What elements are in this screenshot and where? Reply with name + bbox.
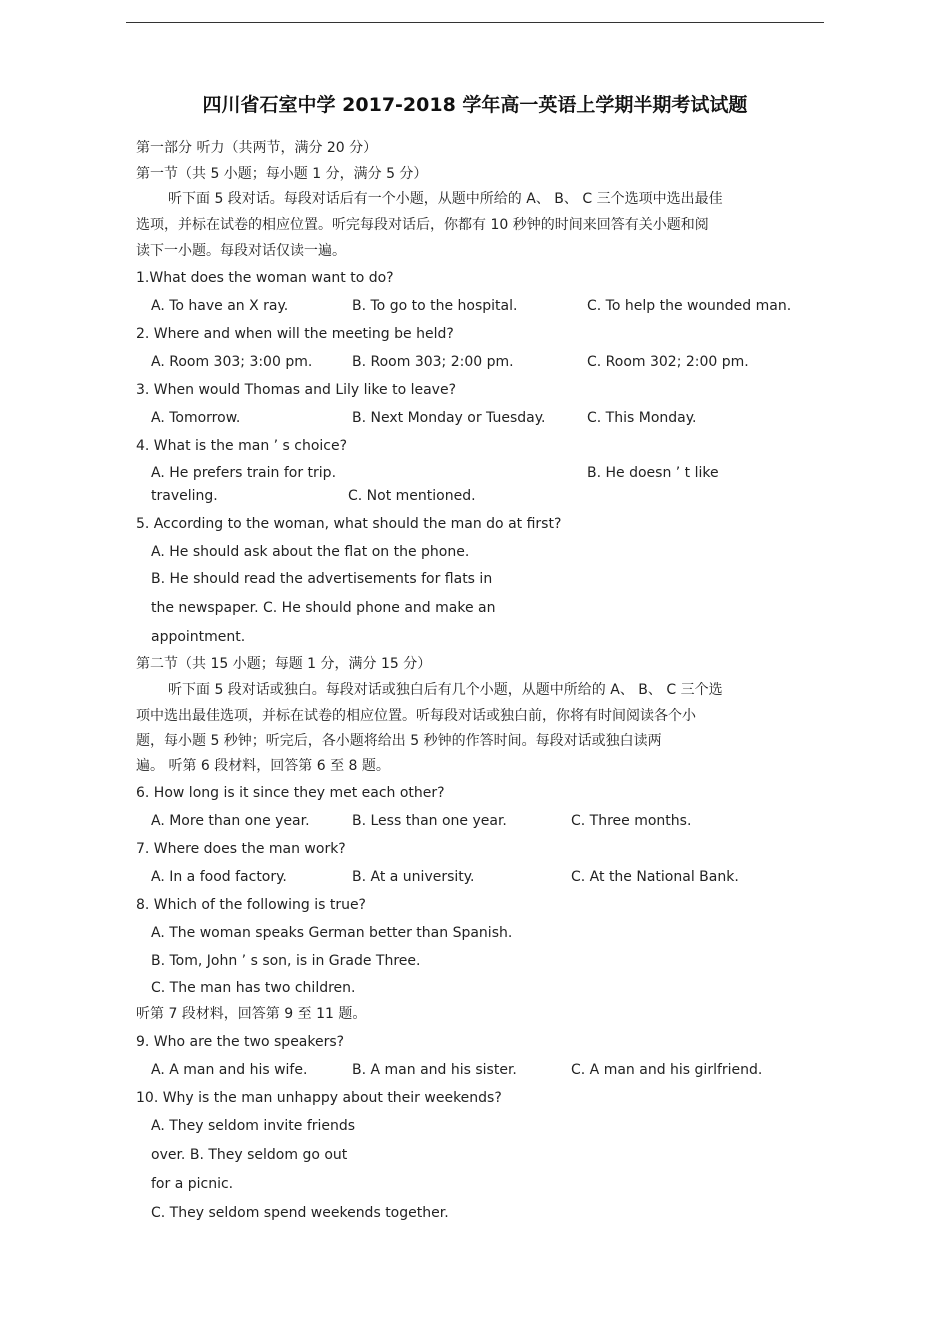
question-1: 1.What does the woman want to do?	[136, 270, 394, 286]
instruction-line: 题，每小题 5 秒钟；听完后，各小题将给出 5 秒钟的作答时间。每段对话或独白读两	[136, 733, 662, 749]
option-line: B. Tom, John ’ s son, is in Grade Three.	[151, 953, 421, 969]
question-10: 10. Why is the man unhappy about their weekends?	[136, 1090, 502, 1106]
page-title: 四川省石室中学 2017-2018 学年高一英语上学期半期考试试题	[202, 94, 748, 116]
option-line: the newspaper. C. He should phone and make an	[151, 600, 496, 616]
option-b: B. To go to the hospital.	[352, 298, 518, 314]
option-a: A. Tomorrow.	[151, 410, 241, 426]
option-b: B. At a university.	[352, 869, 475, 885]
question-6: 6. How long is it since they met each other?	[136, 785, 445, 801]
option-c: C. Room 302; 2:00 pm.	[587, 354, 749, 370]
option-c: C. Three months.	[571, 813, 692, 829]
option-line: C. They seldom spend weekends together.	[151, 1205, 449, 1221]
instruction-line: 项中选出最佳选项，并标在试卷的相应位置。听每段对话或独白前，你将有时间阅读各个小	[136, 708, 696, 724]
option-b: B. Next Monday or Tuesday.	[352, 410, 546, 426]
option-b: B. A man and his sister.	[352, 1062, 517, 1078]
option-line: A. They seldom invite friends	[151, 1118, 356, 1134]
instruction-line: 遍。 听第 6 段材料，回答第 6 至 8 题。	[136, 758, 390, 774]
option-c: C. Not mentioned.	[348, 488, 476, 504]
question-8: 8. Which of the following is true?	[136, 897, 366, 913]
option-c: C. To help the wounded man.	[587, 298, 792, 314]
part-heading: 第一部分 听力（共两节，满分 20 分）	[136, 140, 378, 156]
question-3: 3. When would Thomas and Lily like to leave?	[136, 382, 456, 398]
option-line: C. The man has two children.	[151, 980, 356, 996]
option-line: A. He should ask about the flat on the phone.	[151, 544, 470, 560]
option-line: over. B. They seldom go out	[151, 1147, 348, 1163]
instruction-line: 听下面 5 段对话或独白。每段对话或独白后有几个小题，从题中所给的 A、 B、 C 三个选	[168, 682, 723, 698]
option-line: appointment.	[151, 629, 246, 645]
option-a: A. A man and his wife.	[151, 1062, 308, 1078]
option-c: C. At the National Bank.	[571, 869, 739, 885]
option-line: A. The woman speaks German better than Spanish.	[151, 925, 513, 941]
option-b-continued: traveling.	[151, 488, 218, 504]
top-rule	[126, 22, 824, 23]
option-c: C. A man and his girlfriend.	[571, 1062, 763, 1078]
question-9: 9. Who are the two speakers?	[136, 1034, 345, 1050]
option-a: A. In a food factory.	[151, 869, 287, 885]
option-line: B. He should read the advertisements for flats in	[151, 571, 493, 587]
option-b: B. He doesn ’ t like	[587, 465, 719, 481]
option-a: A. More than one year.	[151, 813, 310, 829]
instruction-line: 听下面 5 段对话。每段对话后有一个小题，从题中所给的 A、 B、 C 三个选项中选出最佳	[168, 191, 723, 207]
question-5: 5. According to the woman, what should the man do at first?	[136, 516, 562, 532]
option-b: B. Less than one year.	[352, 813, 507, 829]
option-b: B. Room 303; 2:00 pm.	[352, 354, 514, 370]
question-2: 2. Where and when will the meeting be held?	[136, 326, 454, 342]
instruction-line: 选项，并标在试卷的相应位置。听完每段对话后，你都有 10 秒钟的时间来回答有关小题和阅	[136, 217, 709, 233]
section-heading: 第二节（共 15 小题；每题 1 分，满分 15 分）	[136, 656, 432, 672]
option-line: for a picnic.	[151, 1176, 234, 1192]
material-note: 听第 7 段材料，回答第 9 至 11 题。	[136, 1006, 367, 1022]
option-a: A. To have an X ray.	[151, 298, 289, 314]
option-c: C. This Monday.	[587, 410, 697, 426]
question-7: 7. Where does the man work?	[136, 841, 346, 857]
question-4: 4. What is the man ’ s choice?	[136, 438, 348, 454]
option-a: A. Room 303; 3:00 pm.	[151, 354, 313, 370]
instruction-line: 读下一小题。每段对话仅读一遍。	[136, 243, 346, 259]
option-a: A. He prefers train for trip.	[151, 465, 337, 481]
section-heading: 第一节（共 5 小题；每小题 1 分，满分 5 分）	[136, 166, 428, 182]
